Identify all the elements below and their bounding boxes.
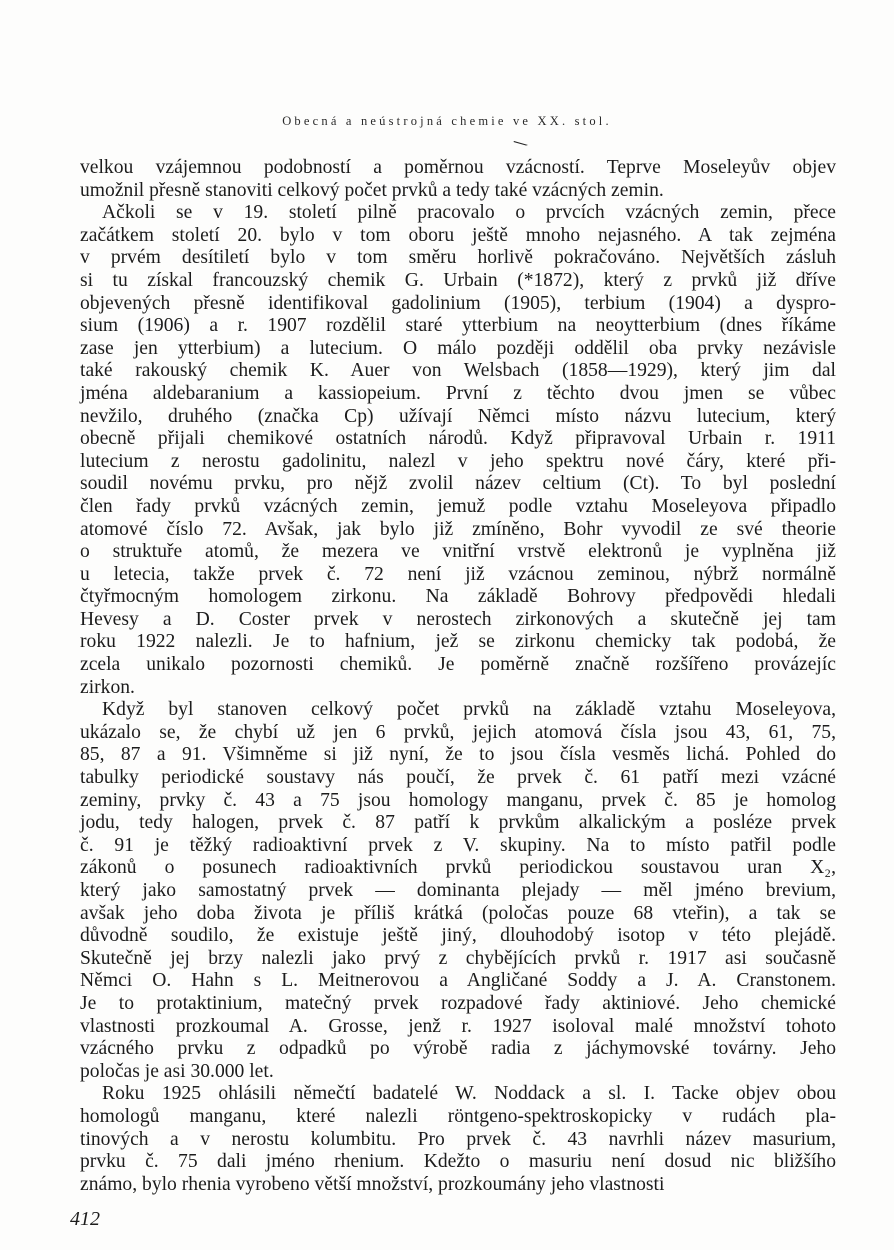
text-line: který jako samostatný prvek — dominanta plejady — měl jméno brevium, bbox=[80, 880, 836, 901]
text-line: sium (1906) a r. 1907 rozdělil staré ytterbium na neoytterbium (dnes říkáme bbox=[80, 315, 836, 337]
text-line: Je to protaktinium, matečný prvek rozpadové řady aktiniové. Jeho chemické bbox=[80, 992, 836, 1014]
text-line: avšak jeho doba života je příliš krátká (poločas pouze 68 vteřin), a tak se bbox=[80, 902, 836, 924]
text-line: Hevesy a D. Coster prvek v nerostech zirkonových a skutečně jej tam bbox=[80, 608, 836, 630]
text-line: Ačkoli se v 19. století pilně pracovalo o prvcích vzácných zemin, přece bbox=[102, 202, 836, 224]
text-line: Roku 1925 ohlásili němečtí badatelé W. Noddack a sl. I. Tacke objev obou bbox=[102, 1083, 836, 1105]
text-line: tabulky periodické soustavy nás poučí, že prvek č. 61 patří mezi vzácné bbox=[80, 767, 836, 789]
text-line: začátkem století 20. bylo v tom oboru ještě mnoho nejasného. A tak zejména bbox=[80, 224, 836, 246]
text-line: Němci O. Hahn s L. Meitnerovou a Angličané Soddy a J. A. Cranstonem. bbox=[80, 970, 836, 992]
text-line: vlastnosti prozkoumal A. Grosse, jenž r. 1927 isoloval malé množství tohoto bbox=[80, 1015, 836, 1037]
text-line: tinových a v nerostu kolumbitu. Pro prvek č. 43 navrhli název masurium, bbox=[80, 1128, 836, 1150]
paragraph bbox=[80, 699, 836, 1083]
text-line: důvodně soudilo, že existuje ještě jiný, dlouhodobý isotop v této plejádě. bbox=[80, 925, 836, 947]
text-line: vzácného prvku z odpadků po výrobě radia z jáchymovské továrny. Jeho bbox=[80, 1038, 836, 1060]
page-number: 412 bbox=[70, 1208, 100, 1230]
text-line: umožnil přesně stanoviti celkový počet prvků a tedy také vzácných zemin. bbox=[80, 179, 664, 201]
text-line: velkou vzájemnou podobností a poměrnou vzácností. Teprve Moseleyův objev bbox=[80, 157, 836, 178]
text-line: známo, bylo rhenia vyrobeno větší množství, prozkoumány jeho vlastnosti bbox=[80, 1173, 665, 1195]
text-line: jodu, tedy halogen, prvek č. 87 patří k prvkům alkalickým a posléze prvek bbox=[80, 812, 836, 834]
ink-mark-icon bbox=[513, 140, 529, 146]
text-line: roku 1922 nalezli. Je to hafnium, jež se zirkonu chemicky tak podobá, že bbox=[80, 631, 836, 653]
text-line: o struktuře atomů, že mezera ve vnitřní vrstvě elektronů je vyplněna již bbox=[80, 541, 836, 563]
text-line: Skutečně jej brzy nalezli jako prvý z chybějících prvků r. 1917 asi současně bbox=[80, 947, 836, 969]
text-line: zeminy, prvky č. 43 a 75 jsou homology manganu, prvek č. 85 je homolog bbox=[80, 789, 836, 811]
text-line: člen řady prvků vzácných zemin, jemuž podle vztahu Moseleyova připadlo bbox=[80, 495, 836, 517]
body-text bbox=[80, 157, 836, 1196]
running-header: Obecná a neústrojná chemie ve XX. stol. bbox=[282, 114, 612, 128]
text-line: v prvém desítiletí bylo v tom směru horlivě pokračováno. Největších zásluh bbox=[80, 247, 836, 269]
text-line: obecně přijali chemikové ostatních národů. Když připravoval Urbain r. 1911 bbox=[80, 428, 836, 450]
text-line: zcela unikalo pozornosti chemiků. Je poměrně značně rozšířeno provázejíc bbox=[80, 654, 836, 676]
text-line: objevených přesně identifikoval gadolinium (1905), terbium (1904) a dyspro- bbox=[80, 292, 836, 314]
text-line: atomové číslo 72. Avšak, jak bylo již zmíněno, Bohr vyvodil ze své theorie bbox=[80, 518, 836, 540]
text-line: zirkon. bbox=[80, 676, 135, 698]
text-line: zákonů o posunech radioaktivních prvků periodickou soustavou uran X₂, bbox=[80, 857, 836, 879]
text-line: ukázalo se, že chybí už jen 6 prvků, jejich atomová čísla jsou 43, 61, 75, bbox=[80, 721, 836, 743]
text-line: jména aldebaranium a kassiopeium. První z těchto dvou jmen se vůbec bbox=[80, 382, 836, 404]
text-line: nevžilo, druhého (značka Cp) užívají Němci místo názvu lutecium, který bbox=[80, 405, 836, 427]
text-line: prvku č. 75 dali jméno rhenium. Kdežto o masuriu není dosud nic bližšího bbox=[80, 1151, 836, 1173]
text-line: u letecia, takže prvek č. 72 není již vzácnou zeminou, nýbrž normálně bbox=[80, 563, 836, 585]
text-line: také rakouský chemik K. Auer von Welsbach (1858—1929), který jim dal bbox=[80, 360, 836, 382]
paragraph bbox=[80, 1083, 836, 1196]
text-line: lutecium z nerostu gadolinitu, nalezl v jeho spektru nové čáry, které při- bbox=[80, 450, 836, 472]
paragraph bbox=[80, 202, 836, 699]
text-line: Když byl stanoven celkový počet prvků na základě vztahu Moseleyova, bbox=[102, 699, 836, 721]
text-line: č. 91 je těžký radioaktivní prvek z V. skupiny. Na to místo patřil podle bbox=[80, 834, 836, 856]
text-line: poločas je asi 30.000 let. bbox=[80, 1060, 274, 1082]
paragraph bbox=[80, 157, 836, 202]
text-line: zase jen ytterbium) a lutecium. O málo později oddělil oba prvky nezávisle bbox=[80, 337, 836, 359]
text-line: homologů manganu, které nalezli röntgeno-spektroskopicky v rudách pla- bbox=[80, 1105, 836, 1127]
text-line: 85, 87 a 91. Všimněme si již nyní, že to jsou čísla vesměs lichá. Pohled do bbox=[80, 744, 836, 766]
text-line: čtyřmocným homologem zirkonu. Na základě Bohrovy předpovědi hledali bbox=[80, 586, 836, 608]
text-line: soudil novému prvku, pro nějž zvolil název celtium (Ct). To byl poslední bbox=[80, 473, 836, 495]
text-line: si tu získal francouzský chemik G. Urbain (*1872), který z prvků již dříve bbox=[80, 269, 836, 291]
